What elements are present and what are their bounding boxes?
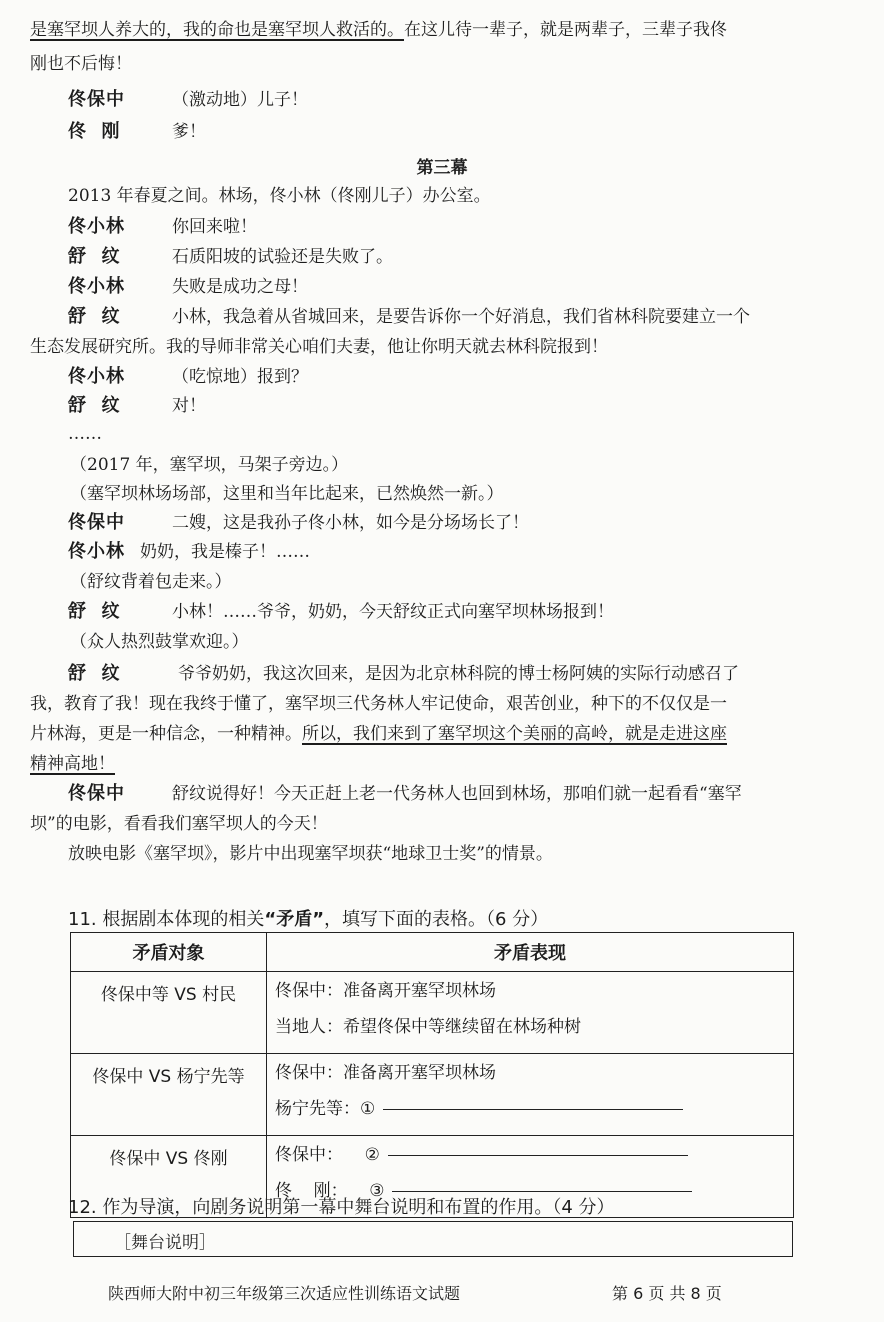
question-12: 12. 作为导演，向剧务说明第一幕中舞台说明和布置的作用。（4 分） <box>68 1197 615 1218</box>
conflict-detail: 佟保中：准备离开塞罕坝林场 当地人：希望佟保中等继续留在林场种树 <box>267 972 794 1054</box>
speaker: 舒 纹 <box>68 663 121 684</box>
ellipsis-line: …… <box>68 424 102 444</box>
speaker: 佟保中 <box>68 89 125 110</box>
column-header: 矛盾表现 <box>267 933 794 972</box>
act-title: 第三幕 <box>416 158 468 178</box>
speaker: 舒 纹 <box>68 601 121 622</box>
stage-direction: （2017 年，塞罕坝，马架子旁边。） <box>70 455 349 475</box>
script-line: 刚也不后悔！ <box>30 54 132 74</box>
conflict-detail: 佟保中： ② 佟 刚： ③ <box>267 1136 794 1218</box>
answer-blank[interactable] <box>388 1155 688 1156</box>
conflict-detail: 佟保中：准备离开塞罕坝林场 杨宁先等：① <box>267 1054 794 1136</box>
script-line: 是塞罕坝人养大的，我的命也是塞罕坝人救活的。在这儿待一辈子，就是两辈子，三辈子我佟 <box>30 20 727 40</box>
speaker: 舒 纹 <box>68 306 121 327</box>
dialogue-line: 舒 纹 小林，我急着从省城回来，是要告诉你一个好消息，我们省林科院要建立一个 <box>68 306 750 327</box>
stage-direction: 2013 年春夏之间。林场，佟小林（佟刚儿子）办公室。 <box>68 186 491 206</box>
table-row <box>71 972 794 1054</box>
box-label: ［舞台说明］ <box>114 1233 216 1253</box>
dialogue-line: 佟小林 奶奶，我是榛子！…… <box>68 541 310 562</box>
dialogue-line: 舒 纹 小林！……爷爷，奶奶，今天舒纹正式向塞罕坝林场报到！ <box>68 601 614 622</box>
answer-blank[interactable] <box>383 1109 683 1110</box>
stage-direction: （舒纹背着包走来。） <box>70 572 232 592</box>
speaker: 佟保中 <box>68 783 125 804</box>
speaker: 佟小林 <box>68 366 125 387</box>
stage-direction: 放映电影《塞罕坝》，影片中出现塞罕坝获“地球卫士奖”的情景。 <box>68 844 553 864</box>
footer-title: 陕西师大附中初三年级第三次适应性训练语文试题 <box>108 1284 461 1303</box>
speaker: 佟小林 <box>68 541 125 562</box>
script-line: 片林海，更是一种信念，一种精神。所以，我们来到了塞罕坝这个美丽的高岭，就是走进这座 <box>30 724 727 744</box>
dialogue-line: 佟保中 二嫂，这是我孙子佟小林，如今是分场场长了！ <box>68 512 529 533</box>
question-11: 11. 根据剧本体现的相关“矛盾”，填写下面的表格。（6 分） <box>68 909 549 930</box>
script-line: 坝”的电影，看看我们塞罕坝人的今天！ <box>30 814 328 834</box>
stage-direction: （塞罕坝林场场部，这里和当年比起来，已然焕然一新。） <box>70 484 504 504</box>
dialogue-line: 舒 纹 对！ <box>68 395 206 416</box>
dialogue-line: 佟 刚 爹！ <box>68 121 206 142</box>
column-header: 矛盾对象 <box>71 933 267 972</box>
table-row <box>71 1054 794 1136</box>
script-line: 生态发展研究所。我的导师非常关心咱们夫妻，他让你明天就去林科院报到！ <box>30 337 608 357</box>
conflict-table <box>70 932 794 1218</box>
conflict-target: 佟保中 VS 佟刚 <box>71 1136 267 1218</box>
speaker: 舒 纹 <box>68 246 121 267</box>
conflict-target: 佟保中等 VS 村民 <box>71 972 267 1054</box>
speaker: 佟保中 <box>68 512 125 533</box>
dialogue-line: 佟保中 （激动地）儿子！ <box>68 89 308 110</box>
speaker: 舒 纹 <box>68 395 121 416</box>
dialogue-line: 舒 纹 爷爷奶奶，我这次回来，是因为北京林科院的博士杨阿姨的实际行动感召了 <box>68 663 739 684</box>
dialogue-line: 佟小林 失败是成功之母！ <box>68 276 308 297</box>
stage-direction: （众人热烈鼓掌欢迎。） <box>70 632 249 652</box>
dialogue-line: 佟小林 （吃惊地）报到？ <box>68 366 308 387</box>
speaker: 佟小林 <box>68 216 125 237</box>
answer-blank[interactable] <box>392 1191 692 1192</box>
speaker: 佟 刚 <box>68 121 121 142</box>
table-header-row <box>71 933 794 972</box>
script-line: 我，教育了我！现在我终于懂了，塞罕坝三代务林人牢记使命，艰苦创业，种下的不仅仅是一 <box>30 694 727 714</box>
conflict-target: 佟保中 VS 杨宁先等 <box>71 1054 267 1136</box>
page-number: 第 6 页 共 8 页 <box>612 1284 722 1303</box>
dialogue-line: 佟保中 舒纹说得好！今天正赶上老一代务林人也回到林场，那咱们就一起看看“塞罕 <box>68 783 742 804</box>
dialogue-line: 舒 纹 石质阳坡的试验还是失败了。 <box>68 246 393 267</box>
speaker: 佟小林 <box>68 276 125 297</box>
answer-box[interactable] <box>73 1221 793 1257</box>
dialogue-line: 佟小林 你回来啦！ <box>68 216 257 237</box>
script-line: 精神高地！ <box>30 754 115 774</box>
